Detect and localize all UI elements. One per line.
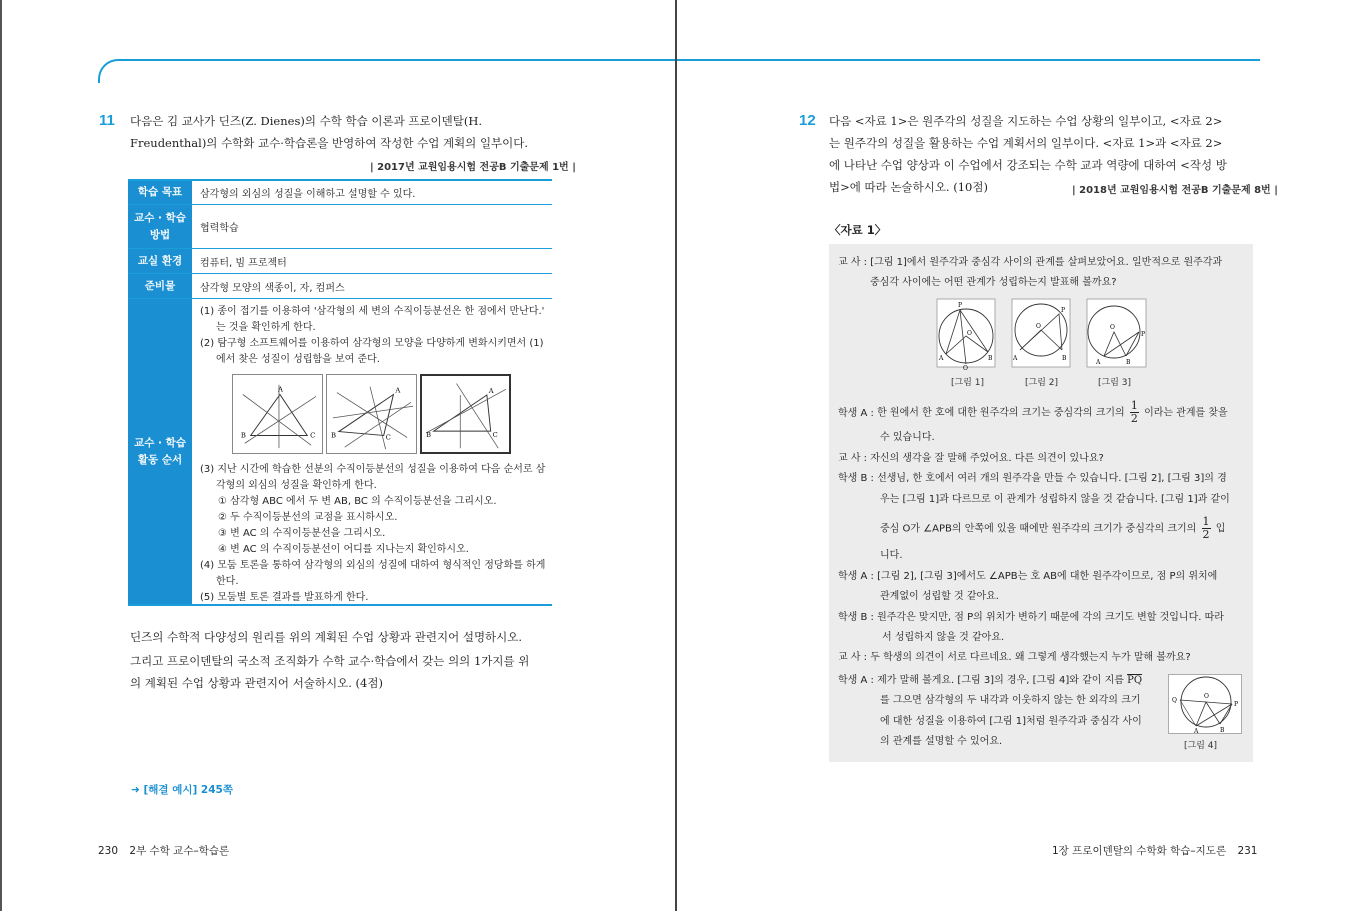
svg-text:C: C — [492, 430, 498, 439]
speaker-teacher: 교 사 : — [838, 453, 868, 464]
svg-text:Q: Q — [963, 365, 968, 370]
step-3-line-b: 각형의 외심의 성질을 확인하게 한다. — [216, 480, 377, 491]
right-running-title: 1장 프로이덴탈의 수학화 학습–지도론 — [1052, 845, 1227, 857]
table-row-environment — [128, 249, 552, 274]
step-1-line-b: 는 것을 확인하게 한다. — [216, 322, 316, 333]
method-value: 협력학습 — [200, 223, 239, 234]
svg-text:C: C — [385, 433, 391, 442]
procedure-content — [192, 299, 552, 604]
question-number-12: 12 — [799, 112, 816, 129]
svg-text:A: A — [277, 385, 283, 394]
svg-text:A: A — [395, 386, 401, 395]
right-page-number: 231 — [1237, 845, 1258, 857]
left-header-rule — [118, 59, 675, 61]
student-b-turn-1-line-c-row — [880, 516, 1225, 541]
student-a-turn-2-line-b: 관계없이 성립할 것 같아요. — [880, 591, 999, 602]
svg-text:A: A — [939, 355, 944, 362]
environment-label: 교실 환경 — [128, 249, 192, 273]
svg-text:B: B — [988, 355, 993, 362]
circle-figures-1-to-3 — [936, 298, 1148, 370]
sub-step-4: ④ 변 AC 의 수직이등분선이 어디를 지나는지 확인하시오. — [218, 544, 469, 555]
source-1-title: 〈자료 1〉 — [829, 223, 887, 237]
fraction-one-half — [1130, 400, 1139, 425]
teacher-turn-3 — [838, 648, 1191, 668]
student-a-turn-3-line-a: 제가 말해 볼게요. [그림 3]의 경우, [그림 4]와 같이 지름 — [877, 675, 1124, 686]
svg-text:O: O — [967, 330, 972, 337]
lesson-plan-table — [128, 179, 552, 606]
fraction-numerator: 1 — [1130, 399, 1138, 412]
svg-text:O: O — [1110, 324, 1115, 331]
triangle-figure-1 — [232, 374, 323, 454]
figure-3-caption: [그림 3] — [1098, 378, 1131, 388]
student-b-turn-1-line-d: 입 — [1215, 523, 1226, 535]
svg-text:B: B — [426, 430, 431, 439]
svg-text:P: P — [1061, 307, 1066, 314]
question-11-prompt-line-3: 의 계획된 수업 상황과 관련지어 서술하시오. (4점) — [130, 676, 383, 690]
svg-text:C: C — [310, 431, 316, 440]
svg-text:B: B — [240, 431, 246, 440]
speaker-teacher: 교 사 : — [838, 257, 868, 268]
left-running-title: 2부 수학 교수–학습론 — [129, 845, 230, 857]
svg-text:P: P — [958, 302, 963, 309]
step-2-line-a: (2) 탐구형 소프트웨어를 이용하여 삼각형의 모양을 다양하게 변화시키면서 (1) — [200, 338, 544, 349]
step-4-line-b: 한다. — [216, 576, 239, 587]
teacher-turn-3-text: 두 학생의 의견이 서로 다르네요. 왜 그렇게 생각했는지 누가 말해 볼까요? — [870, 652, 1191, 663]
table-row-method — [128, 205, 552, 249]
left-page-edge — [0, 0, 2, 911]
step-3-line-a: (3) 지난 시간에 학습한 선분의 수직이등분선의 성질을 이용하여 다음 순서로 삼 — [200, 464, 546, 475]
question-number-11: 11 — [99, 112, 115, 129]
student-a-turn-2 — [838, 567, 1217, 587]
materials-label: 준비물 — [128, 274, 192, 298]
circle-figure-4 — [1168, 674, 1242, 734]
answer-reference-link[interactable]: ➜ [해결 예시] 245쪽 — [131, 784, 233, 796]
svg-text:B: B — [331, 431, 337, 440]
svg-text:P: P — [1141, 331, 1146, 338]
speaker-student-a: 학생 A : — [838, 407, 874, 419]
left-folio — [98, 843, 229, 858]
student-a-turn-3-line-c: 에 대한 성질을 이용하여 [그림 1]처럼 원주각과 중심각 사이 — [880, 716, 1142, 727]
teacher-turn-2-text: 자신의 생각을 잘 말해 주었어요. 다른 의견이 있나요? — [870, 453, 1104, 464]
student-a-turn-3-line-b: 를 그으면 삼각형의 두 내각과 이웃하지 않는 한 외각의 크기 — [880, 695, 1141, 706]
svg-text:A: A — [1013, 355, 1018, 362]
question-11-source: | 2017년 교원임용시험 전공B 기출문제 1번 | — [370, 162, 576, 173]
triangle-figures — [232, 374, 546, 454]
student-b-turn-2 — [838, 608, 1224, 628]
student-b-turn-1-line-e: 니다. — [880, 550, 903, 561]
student-a-turn-2-line-a: [그림 2], [그림 3]에서도 ∠APB는 호 AB에 대한 원주각이므로, 점 P의 위치에 — [877, 571, 1218, 582]
question-12-source: | 2018년 교원임용시험 전공B 기출문제 8번 | — [1072, 185, 1278, 196]
question-12-line-3: 에 나타난 수업 양상과 이 수업에서 강조되는 수학 교과 역량에 대하여 <작성 방 — [829, 158, 1227, 172]
fraction-denominator: 2 — [1202, 528, 1210, 541]
student-b-turn-2-line-a: 원주각은 맞지만, 점 P의 위치가 변하기 때문에 각의 크기도 변할 것입니다. 따라 — [877, 612, 1224, 623]
procedure-label: 교수 · 학습 활동 순서 — [128, 299, 192, 604]
fraction-one-half — [1202, 516, 1211, 541]
step-5: (5) 모둠별 토론 결과를 발표하게 한다. — [200, 592, 369, 603]
goal-value: 삼각형의 외심의 성질을 이해하고 설명할 수 있다. — [200, 189, 416, 200]
svg-text:A: A — [488, 387, 494, 396]
table-row-materials — [128, 274, 552, 299]
speaker-student-b: 학생 B : — [838, 612, 874, 623]
figure-1-caption: [그림 1] — [951, 378, 984, 388]
environment-value: 컴퓨터, 빔 프로젝터 — [200, 257, 287, 269]
triangle-figure-3 — [420, 374, 511, 454]
question-12-line-2: 는 원주각의 성질을 활용하는 수업 계획서의 일부이다. <자료 1>과 <자료 2> — [829, 136, 1223, 150]
svg-text:B: B — [1220, 727, 1225, 734]
right-header-rule — [677, 59, 1260, 61]
student-a-turn-1-line-c: 수 있습니다. — [880, 432, 935, 443]
svg-text:O: O — [1036, 323, 1041, 330]
sub-step-2: ② 두 수직이등분선의 교점을 표시하시오. — [218, 512, 398, 523]
table-row-procedure — [128, 299, 552, 606]
fraction-denominator: 2 — [1130, 412, 1138, 425]
question-11-line-2: Freudenthal)의 수학화 교수·학습론을 반영하여 작성한 수업 계획의 일부이다. — [130, 136, 529, 150]
method-label: 교수 · 학습 방법 — [128, 205, 192, 248]
svg-text:P: P — [1234, 701, 1239, 708]
left-page-number: 230 — [98, 845, 119, 857]
speaker-student-a: 학생 A : — [838, 675, 874, 686]
student-b-turn-1-line-b: 우는 [그림 1]과 다르므로 이 관계가 성립하지 않을 것 같습니다. [그림 1]과 같이 — [880, 494, 1230, 505]
goal-label: 학습 목표 — [128, 181, 192, 204]
teacher-turn-1-line-b: 중심각 사이에는 어떤 관계가 성립하는지 발표해 볼까요? — [870, 277, 1117, 288]
question-11-prompt-line-1: 딘즈의 수학적 다양성의 원리를 위의 계획된 수업 상황과 관련지어 설명하시오. — [130, 630, 523, 644]
book-spine — [675, 0, 677, 911]
svg-text:Q: Q — [1172, 697, 1177, 704]
triangle-figure-2 — [326, 374, 417, 454]
student-b-turn-1-line-c: 중심 O가 ∠APB의 안쪽에 있을 때에만 원주각의 크기가 중심각의 크기의 — [880, 523, 1197, 535]
student-b-turn-1 — [838, 469, 1227, 489]
speaker-student-b: 학생 B : — [838, 473, 874, 484]
step-4-line-a: (4) 모둠 토론을 통하여 삼각형의 외심의 성질에 대하여 형식적인 정당화를 하게 — [200, 560, 546, 571]
student-a-turn-3 — [838, 671, 1142, 691]
segment-pq: $\overline{PQ}$ — [1127, 675, 1143, 686]
teacher-turn-2 — [838, 449, 1104, 469]
question-11-prompt-line-2: 그리고 프로이덴탈의 국소적 조직화가 수학 교수·학습에서 갖는 의의 1가지를 위 — [130, 654, 530, 668]
svg-text:B: B — [1062, 355, 1067, 362]
question-12-line-4: 법>에 따라 논술하시오. (10점) — [829, 180, 988, 194]
teacher-turn-1-line-a: [그림 1]에서 원주각과 중심각 사이의 관계를 살펴보았어요. 일반적으로 원주각과 — [870, 257, 1223, 268]
student-a-turn-3-line-d: 의 관계를 설명할 수 있어요. — [880, 736, 1003, 747]
student-a-turn-1-line-a: 한 원에서 한 호에 대한 원주각의 크기는 중심각의 크기의 — [877, 407, 1125, 419]
svg-text:A: A — [1096, 359, 1101, 366]
right-folio — [1052, 843, 1257, 858]
sub-step-3: ③ 변 AC 의 수직이등분선을 그리시오. — [218, 528, 386, 539]
svg-text:B: B — [1126, 359, 1131, 366]
figure-4-caption: [그림 4] — [1184, 741, 1217, 751]
materials-value: 삼각형 모양의 색종이, 자, 컴퍼스 — [200, 282, 345, 294]
student-b-turn-1-line-a: 선생님, 한 호에서 여러 개의 원주각을 만들 수 있습니다. [그림 2], [그림 3]의 경 — [877, 473, 1227, 484]
student-b-turn-2-line-b: 서 성립하지 않을 것 같아요. — [882, 632, 1005, 643]
fraction-numerator: 1 — [1202, 515, 1210, 528]
speaker-student-a: 학생 A : — [838, 571, 874, 582]
header-corner-decoration — [98, 59, 122, 83]
table-row-goal — [128, 179, 552, 205]
student-a-turn-1-line-b: 이라는 관계를 찾을 — [1144, 407, 1228, 419]
step-1-line-a: (1) 종이 접기를 이용하여 '삼각형의 세 변의 수직이등분선은 한 점에서 만난다.' — [200, 306, 545, 317]
question-11-line-1: 다음은 김 교사가 딘즈(Z. Dienes)의 수학 학습 이론과 프로이덴탈(H. — [130, 114, 483, 128]
sub-step-1: ① 삼각형 ABC 에서 두 변 AB, BC 의 수직이등분선을 그리시오. — [218, 496, 497, 507]
step-2-line-b: 에서 찾은 성질이 성립함을 보여 준다. — [216, 354, 380, 365]
figure-2-caption: [그림 2] — [1025, 378, 1058, 388]
svg-text:O: O — [1204, 693, 1209, 700]
speaker-teacher: 교 사 : — [838, 652, 868, 663]
teacher-turn-1 — [838, 253, 1222, 273]
student-a-turn-1 — [838, 400, 1228, 425]
svg-text:A: A — [1194, 728, 1199, 734]
question-12-line-1: 다음 <자료 1>은 원주각의 성질을 지도하는 수업 상황의 일부이고, <자료 2> — [829, 114, 1223, 128]
